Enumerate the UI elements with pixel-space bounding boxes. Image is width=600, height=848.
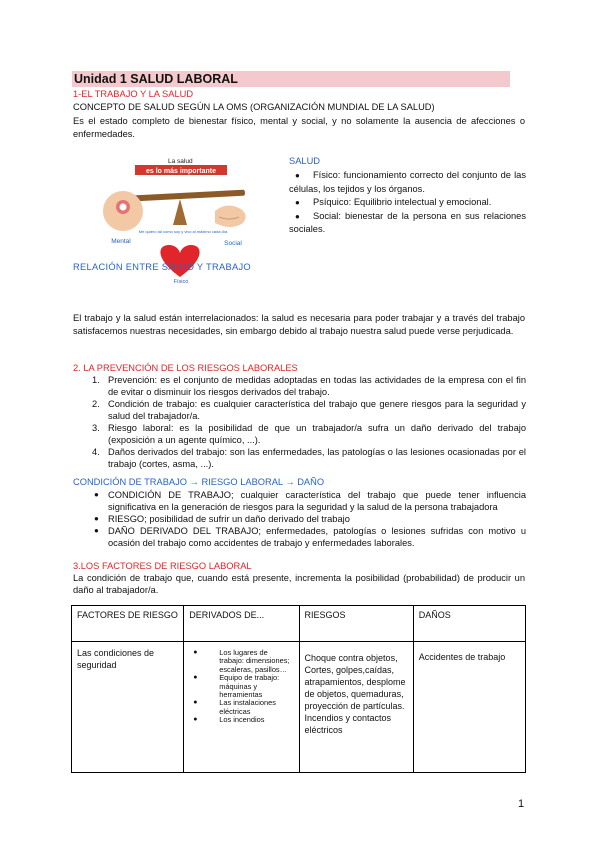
prevencion-item: 4. Daños derivados del trabajo: son las enfermedades, las patologías o las lesiones ocasionadas por el trabajo (cortes, asma, ...). (92, 447, 526, 469)
illustration-right-label: Social (224, 240, 242, 247)
table-header-cell: FACTORES DE RIESGO (72, 606, 184, 642)
table-cell-riesgos: Choque contra objetos, Cortes, golpes,caídas, atrapamientos, desplome de objetos, quemaduras, proyección de partículas. Incendios y contactos eléctricos (299, 642, 413, 773)
relacion-heading: RELACIÓN ENTRE SALUD Y TRABAJO (73, 262, 251, 272)
factores-heading: 3.LOS FACTORES DE RIESGO LABORAL (73, 561, 252, 571)
cadena-item: ● DAÑO DERIVADO DEL TRABAJO; enfermedades, patologías o lesiones sufridas con motivo u ocasión del trabajo como accidentes de trabajo y enfermedades laborales. (94, 526, 526, 548)
relacion-text: El trabajo y la salud están interrelacionados: la salud es necesaria para poder trabajar y a través del trabajo satisfacemos nuestras necesidades, sin embargo debido al trabajo nuestra salud puede verse perjudicada. (73, 313, 525, 336)
section-1-heading: 1-EL TRABAJO Y LA SALUD (73, 89, 194, 99)
page-number: 1 (518, 798, 525, 810)
list-item: ● Los lugares de trabajo: dimensiones; escaleras, pasillos… (193, 648, 290, 674)
cadena-item: ● CONDICIÓN DE TRABAJO; cualquier característica del trabajo que puede tener influencia significativa en la generación de riesgos para la seguridad y la salud de la persona trabajadora (94, 490, 526, 512)
table-header-cell: DAÑOS (413, 606, 525, 642)
table-cell-danos: Accidentes de trabajo (413, 642, 525, 773)
prevencion-item: 3. Riesgo laboral: es la posibilidad de que un trabajador/a sufra un daño derivado del trabajo (exposición a un agente químico, ...). (92, 423, 526, 445)
social-hands-icon (215, 205, 246, 227)
list-item: ● Las instalaciones eléctricas (193, 698, 276, 716)
salud-list (289, 169, 526, 237)
illustration-left-label: Mental (111, 238, 131, 245)
balance-fulcrum (173, 199, 187, 225)
prevencion-heading: 2. LA PREVENCIÓN DE LOS RIESGOS LABORALES (73, 363, 298, 373)
factores-table (71, 605, 526, 773)
page-title: Unidad 1 SALUD LABORAL (74, 72, 238, 86)
cadena-item: ● RIESGO; posibilidad de sufrir un daño derivado del trabajo (94, 514, 350, 524)
factores-text: La condición de trabajo que, cuando está presente, incrementa la posibilidad (probabilidad) de producir un daño al trabajador/a. (73, 573, 525, 595)
prevencion-list (92, 374, 526, 470)
table-cell-factor: Las condiciones de seguridad (72, 642, 184, 773)
cadena-list (94, 489, 526, 549)
cadena-heading: CONDICIÓN DE TRABAJO → RIESGO LABORAL → DAÑO (73, 477, 325, 487)
table-row (72, 642, 526, 773)
table-cell-derivados (184, 642, 299, 773)
table-header-cell: DERIVADOS DE... (184, 606, 299, 642)
table-header-row (72, 606, 526, 642)
concept-definition: Es el estado completo de bienestar físico, mental y social, y no solamente la ausencia de afecciones o enfermedades. (73, 116, 525, 139)
salud-item-social: ● Social: bienestar de la persona en sus relaciones sociales. (289, 210, 526, 234)
salud-item-fisico: ● Físico: funcionamiento correcto del conjunto de las células, los tejidos y los órganos. (289, 170, 526, 194)
concept-heading: CONCEPTO DE SALUD SEGÚN LA OMS (ORGANIZACIÓN MUNDIAL DE LA SALUD) (73, 102, 435, 112)
prevencion-item: 1. Prevención: es el conjunto de medidas adoptadas en todas las actividades de la empresa con el fin de evitar o disminuir los riesgos derivados del trabajo. (92, 375, 526, 397)
list-item: ● Equipo de trabajo: máquinas y herramientas (193, 673, 280, 700)
illustration-banner-text: es lo más importante (145, 168, 217, 175)
prevencion-item: 2. Condición de trabajo: es cualquier característica del trabajo que genere riesgos para la seguridad y salud del trabajador/a. (92, 399, 526, 421)
list-item: ● Los incendios (193, 715, 265, 725)
salud-heading: SALUD (289, 156, 321, 166)
illustration-bottom-label: Físico (173, 279, 189, 283)
table-header-cell: RIESGOS (299, 606, 413, 642)
illustration-top-label: La salud (168, 158, 193, 165)
salud-item-psiquico: ● Psíquico: Equilibrio intelectual y emocional. (295, 197, 492, 207)
illustration-small-text: Me quiero tal como soy y vivo al máximo cada día (138, 229, 228, 234)
